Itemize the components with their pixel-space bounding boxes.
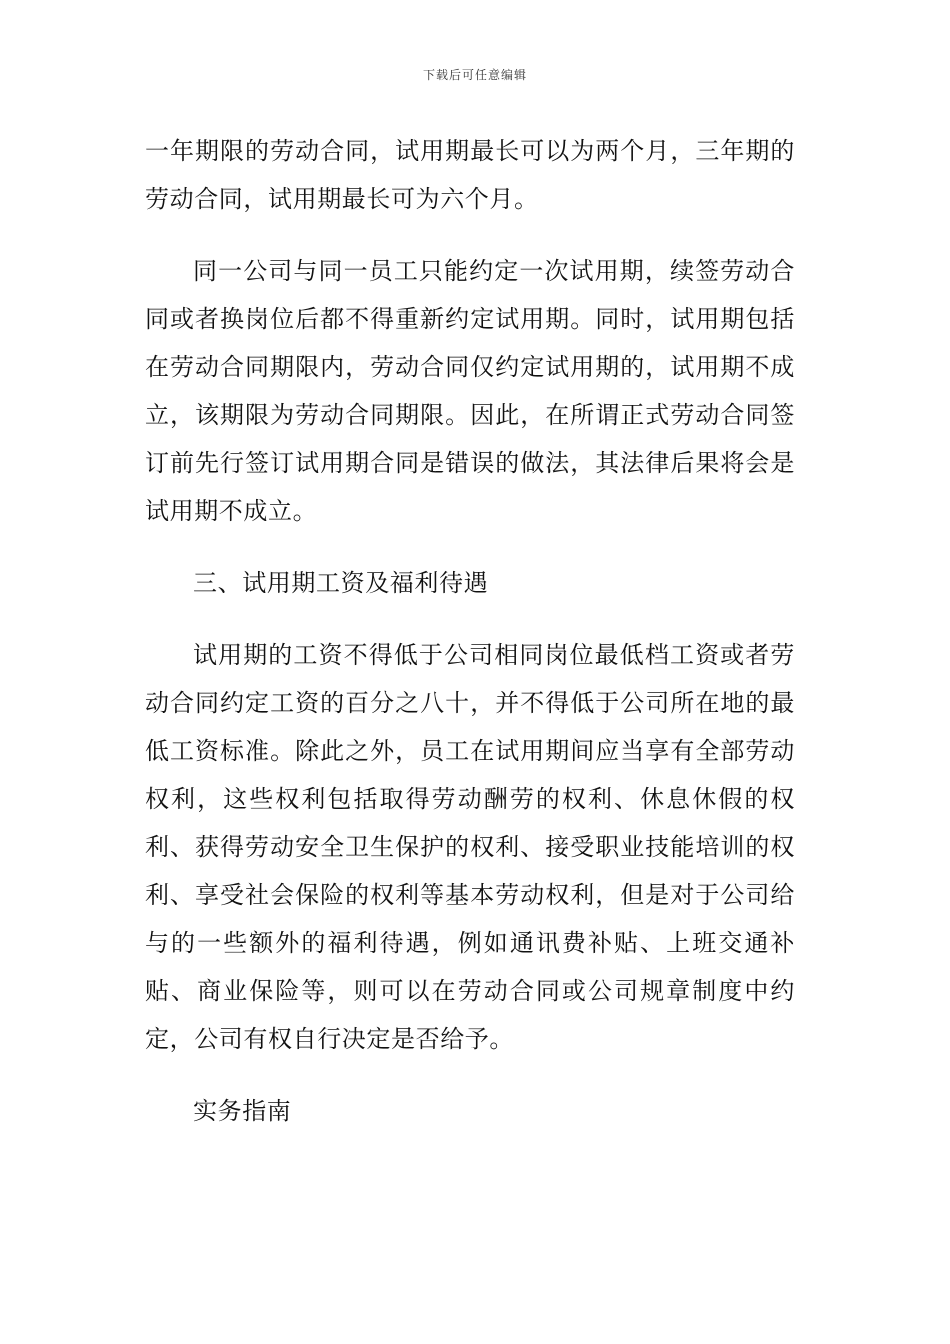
document-body (145, 127, 795, 1159)
paragraph-probation-pay: 试用期的工资不得低于公司相同岗位最低档工资或者劳动合同约定工资的百分之八十，并不得低于公司所在地的最低工资标准。除此之外，员工在试用期间应当享有全部劳动权利，这些权利包括取得劳动酬劳的权利、休息休假的权利、获得劳动安全卫生保护的权利、接受职业技能培训的权利、享受社会保险的权利等基本劳动权利，但是对于公司给与的一些额外的福利待遇，例如通讯费补贴、上班交通补贴、商业保险等，则可以在劳动合同或公司规章制度中约定，公司有权自行决定是否给予。 (145, 641, 795, 1053)
paragraph-continued-text: 一年期限的劳动合同，试用期最长可以为两个月，三年期的劳动合同，试用期最长可为六个月。 (145, 137, 795, 213)
header-note: 下载后可任意编辑 (422, 68, 527, 82)
section-heading-probation-pay: 三、试用期工资及福利待遇 (193, 569, 489, 597)
paragraph-probation-rules: 同一公司与同一员工只能约定一次试用期，续签劳动合同或者换岗位后都不得重新约定试用期。同时，试用期包括在劳动合同期限内，劳动合同仅约定试用期的，试用期不成立，该期限为劳动合同期限。因此，在所谓正式劳动合同签订前先行签订试用期合同是错误的做法，其法律后果将会是试用期不成立。 (145, 257, 795, 525)
section-heading-practice-guide: 实务指南 (193, 1097, 292, 1125)
